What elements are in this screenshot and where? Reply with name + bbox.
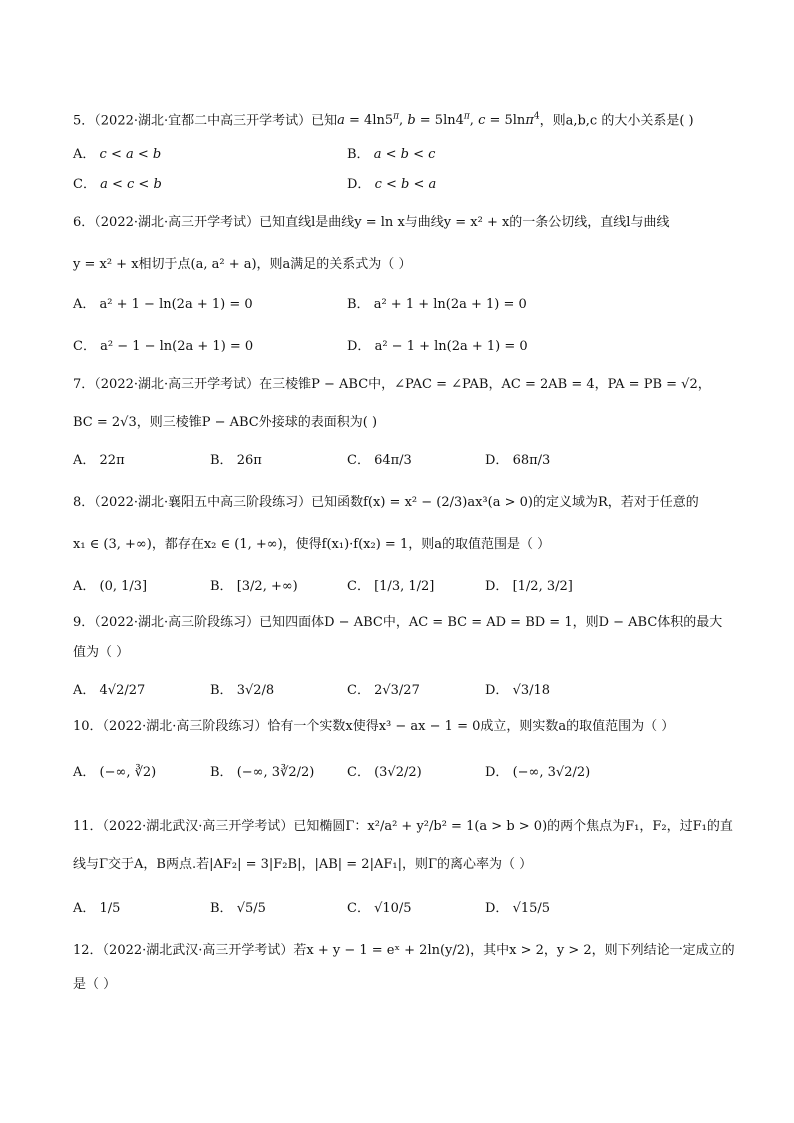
q10-option-c[interactable]: C． (3√2/2) [347,765,422,780]
q9-option-d[interactable]: D． √3/18 [485,683,551,698]
q10-option-a[interactable]: A． (−∞, ∛2) [73,765,157,780]
question-8-stem-line2: x₁ ∈ (3, +∞)，都存在x₂ ∈ (1, +∞)，使得f(x₁)·f(x₂) = 1，则a的取值范围是（ ） [73,537,551,552]
q5-option-a[interactable]: A． c < a < b [73,147,162,162]
q6-option-b[interactable]: B． a² + 1 + ln(2a + 1) = 0 [347,297,527,312]
q8-option-a[interactable]: A． (0, 1/3] [73,579,148,594]
q7-option-a[interactable]: A． 22π [73,453,125,468]
q10-option-d[interactable]: D． (−∞, 3√2/2) [485,765,591,780]
question-5-stem [73,108,724,130]
q5-option-c[interactable]: C． a < c < b [73,177,162,192]
question-8-stem-line1: 8．（2022·湖北·襄阳五中高三阶段练习）已知函数f(x) = x² − (2/3)ax³(a > 0)的定义域为R，若对于任意的 [73,495,699,510]
q9-option-c[interactable]: C． 2√3/27 [347,683,420,698]
question-11-stem-line2: 线与Γ交于A，B两点.若|AF₂| = 3|F₂B|，|AB| = 2|AF₁|，则Γ的离心率为（ ） [73,857,533,872]
q9-option-a[interactable]: A． 4√2/27 [73,683,146,698]
q11-option-b[interactable]: B． √5/5 [210,901,266,916]
q5-stem-text: 5．（2022·湖北·宜都二中高三开学考试）已知 [73,113,338,129]
q6-option-a[interactable]: A． a² + 1 − ln(2a + 1) = 0 [73,297,253,312]
q9-option-b[interactable]: B． 3√2/8 [210,683,275,698]
question-9-stem-line2: 值为（ ） [73,645,130,660]
q5-expression: $a = 4\ln 5^\pi$, $b = 5\ln 4^\pi$, c = 5lnπ$^4$ [337,112,540,129]
question-11-stem-line1: 11．（2022·湖北武汉·高三开学考试）已知椭圆Γ：x²/a² + y²/b² = 1(a > b > 0)的两个焦点为F₁，F₂，过F₁的直 [73,819,733,834]
question-10-stem: 10．（2022·湖北·高三阶段练习）恰有一个实数x使得x³ − ax − 1 = 0成立，则实数a的取值范围为（ ） [73,719,675,734]
q5-option-d[interactable]: D． c < b < a [347,177,437,192]
question-7-stem-line2: BC = 2√3，则三棱锥P − ABC外接球的表面积为( ) [73,415,378,430]
q11-option-a[interactable]: A． 1/5 [73,901,121,916]
q7-option-c[interactable]: C． 64π/3 [347,453,412,468]
q7-option-b[interactable]: B． 26π [210,453,262,468]
q6-option-c[interactable]: C． a² − 1 − ln(2a + 1) = 0 [73,339,254,354]
question-6-stem-line1: 6．（2022·湖北·高三开学考试）已知直线l是曲线y = ln x与曲线y = x² + x的一条公切线，直线l与曲线 [73,215,670,230]
q5-tail: ，则a,b,c 的大小关系是( ) [539,113,694,129]
q11-option-c[interactable]: C． √10/5 [347,901,412,916]
q6-option-d[interactable]: D． a² − 1 + ln(2a + 1) = 0 [347,339,528,354]
q8-option-c[interactable]: C． [1/3, 1/2] [347,579,435,594]
question-6-stem-line2: y = x² + x相切于点(a, a² + a)，则a满足的关系式为（ ） [73,257,412,272]
q8-option-d[interactable]: D． [1/2, 3/2] [485,579,573,594]
question-12-stem-line1: 12．（2022·湖北武汉·高三开学考试）若x + y − 1 = eˣ + 2ln(y/2)，其中x > 2，y > 2，则下列结论一定成立的 [73,943,735,958]
q11-option-d[interactable]: D． √15/5 [485,901,551,916]
q7-option-d[interactable]: D． 68π/3 [485,453,551,468]
question-7-stem-line1: 7．（2022·湖北·高三开学考试）在三棱锥P − ABC中，∠PAC = ∠PAB，AC = 2AB = 4，PA = PB = √2， [73,377,711,392]
q8-option-b[interactable]: B． [3/2, +∞) [210,579,298,594]
q10-option-b[interactable]: B． (−∞, 3∛2/2) [210,765,315,780]
question-9-stem-line1: 9．（2022·湖北·高三阶段练习）已知四面体D − ABC中，AC = BC = AD = BD = 1，则D − ABC体积的最大 [73,615,723,630]
question-12-stem-line2: 是（ ） [73,977,117,992]
q5-option-b[interactable]: B． a < b < c [347,147,436,162]
